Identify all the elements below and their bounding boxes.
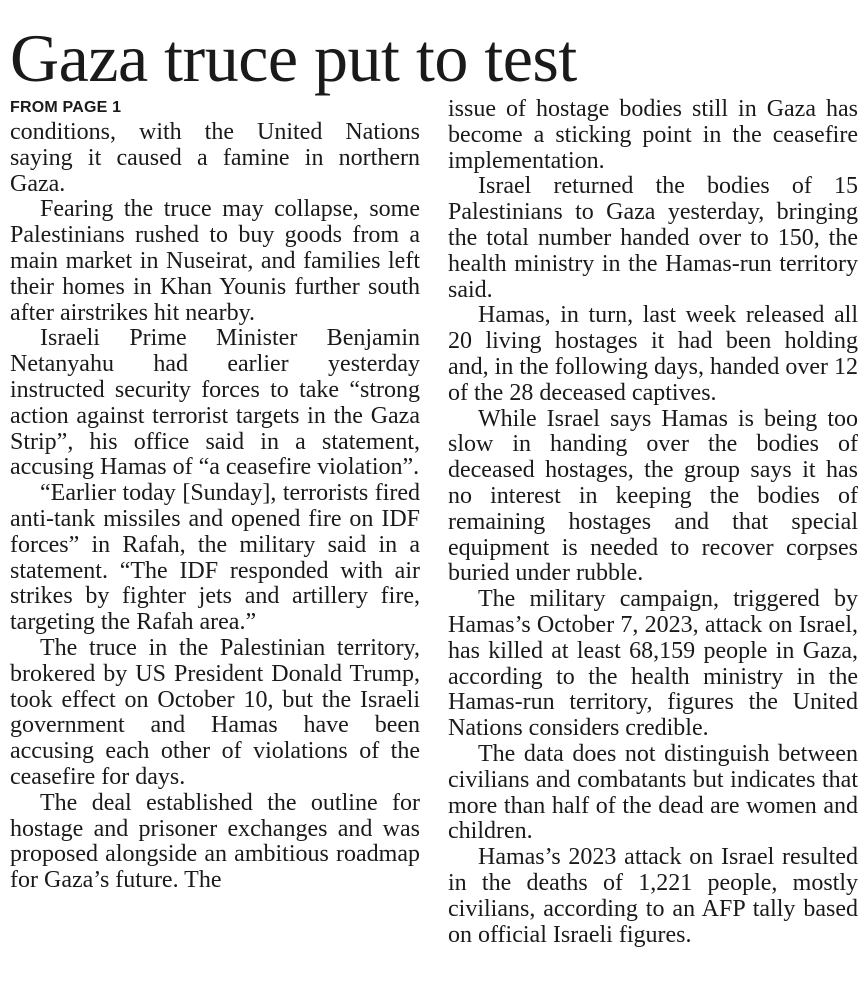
paragraph: The data does not distinguish between civilians and combatants but indicates that more than half of the dead are women and children.: [448, 740, 858, 845]
paragraph: While Israel says Hamas is being too slow in handing over the bodies of deceased hostages, the group says it has no interest in keeping the bodies of remaining hostages and that special equipment is needed to recover corpses buried under rubble.: [448, 405, 858, 587]
paragraph: Hamas’s 2023 attack on Israel resulted in the deaths of 1,221 people, mostly civilians, according to an AFP tally based on official Israeli figures.: [448, 844, 858, 948]
paragraph: “Earlier today [Sunday], terrorists fired anti-tank missiles and opened fire on IDF forces” in Rafah, the military said in a statement. “The IDF responded with air strikes by fighter jets and artillery fire, targeting the Rafah area.”: [10, 480, 420, 636]
paragraph: The military campaign, triggered by Hamas’s October 7, 2023, attack on Israel, has killed at least 68,159 people in Gaza, according to the health ministry in the Hamas-run territory, figures the United Nations considers credible.: [448, 586, 858, 742]
continued-from-label: FROM PAGE 1: [10, 99, 122, 116]
paragraph: The deal established the outline for hostage and prisoner exchanges and was proposed alongside an ambitious roadmap for Gaza’s future. The: [10, 789, 420, 894]
article-column-right: [448, 97, 858, 948]
article-column-left: [10, 97, 420, 894]
paragraph: Fearing the truce may collapse, some Palestinians rushed to buy goods from a main market in Nuseirat, and families left their homes in Khan Younis further south after airstrikes hit nearby.: [10, 196, 420, 326]
paragraph: Israeli Prime Minister Benjamin Netanyahu had earlier yesterday instructed security forces to take “strong action against terrorist targets in the Gaza Strip”, his office said in a statement, accusing Hamas of “a ceasefire violation”.: [10, 325, 420, 481]
paragraph: conditions, with the United Nations saying it caused a famine in northern Gaza.: [10, 119, 420, 197]
paragraph: Israel returned the bodies of 15 Palestinians to Gaza yesterday, bringing the total number handed over to 150, the health ministry in the Hamas-run territory said.: [448, 173, 858, 303]
paragraph: issue of hostage bodies still in Gaza has become a sticking point in the ceasefire implementation.: [448, 96, 858, 174]
paragraph: The truce in the Palestinian territory, brokered by US President Donald Trump, took effect on October 10, but the Israeli government and Hamas have been accusing each other of violations of the ceasefire for days.: [10, 634, 420, 790]
headline: Gaza truce put to test: [10, 20, 577, 96]
paragraph: Hamas, in turn, last week released all 20 living hostages it had been holding and, in the following days, handed over 12 of the 28 deceased captives.: [448, 302, 858, 406]
